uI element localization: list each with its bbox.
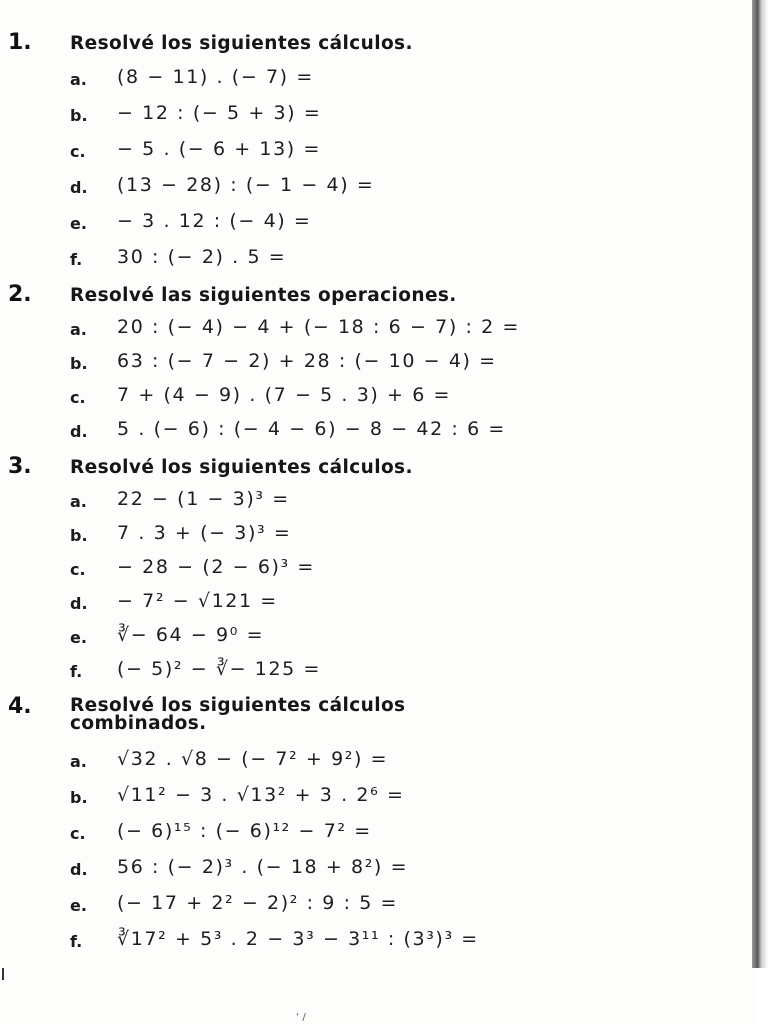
item-expression: (− 6)¹⁵ : (− 6)¹² − 7² =: [117, 820, 372, 842]
item-letter: c.: [70, 388, 86, 407]
item-expression: − 12 : (− 5 + 3) =: [117, 102, 322, 124]
item-letter: b.: [70, 788, 88, 807]
item-expression: 7 . 3 + (− 3)³ =: [117, 522, 292, 544]
item-expression: ∛17² + 5³ . 2 − 3³ − 3¹¹ : (3³)³ =: [117, 928, 479, 950]
item-letter: f.: [70, 250, 83, 269]
item-letter: d.: [70, 594, 88, 613]
item-expression: − 7² − √121 =: [117, 590, 278, 612]
item-expression: (− 17 + 2² − 2)² : 9 : 5 =: [117, 892, 399, 914]
section-number: 1.: [8, 30, 32, 55]
item-letter: e.: [70, 896, 87, 915]
item-letter: e.: [70, 214, 87, 233]
item-expression: ∛− 64 − 9⁰ =: [117, 624, 265, 646]
section-title: Resolvé los siguientes cálculos.: [70, 457, 413, 478]
item-expression: √11² − 3 . √13² + 3 . 2⁶ =: [117, 784, 405, 806]
item-expression: (8 − 11) . (− 7) =: [117, 66, 314, 88]
section-title-line: Resolvé los siguientes cálculos: [70, 695, 406, 716]
item-expression: √32 . √8 − (− 7² + 9²) =: [117, 748, 389, 770]
scan-artifact: ‘ /: [296, 1012, 306, 1023]
item-expression: 30 : (− 2) . 5 =: [117, 246, 287, 268]
item-expression: 7 + (4 − 9) . (7 − 5 . 3) + 6 =: [117, 384, 452, 406]
item-letter: a.: [70, 752, 87, 771]
item-letter: d.: [70, 422, 88, 441]
item-letter: a.: [70, 70, 87, 89]
item-letter: f.: [70, 662, 83, 681]
section-title: [70, 697, 405, 733]
item-expression: (13 − 28) : (− 1 − 4) =: [117, 174, 375, 196]
item-letter: a.: [70, 320, 87, 339]
item-letter: a.: [70, 492, 87, 511]
item-letter: f.: [70, 932, 83, 951]
item-expression: 5 . (− 6) : (− 4 − 6) − 8 − 42 : 6 =: [117, 418, 506, 440]
item-letter: e.: [70, 628, 87, 647]
section-title: Resolvé las siguientes operaciones.: [70, 285, 457, 306]
item-expression: 20 : (− 4) − 4 + (− 18 : 6 − 7) : 2 =: [117, 316, 520, 338]
section-number: 3.: [8, 454, 32, 479]
section-title: Resolvé los siguientes cálculos.: [70, 33, 413, 54]
item-letter: d.: [70, 860, 88, 879]
item-letter: b.: [70, 526, 88, 545]
item-expression: 63 : (− 7 − 2) + 28 : (− 10 − 4) =: [117, 350, 497, 372]
item-letter: c.: [70, 560, 86, 579]
item-letter: b.: [70, 354, 88, 373]
item-letter: c.: [70, 824, 86, 843]
item-expression: (− 5)² − ∛− 125 =: [117, 658, 321, 680]
section-title-line: combinados.: [70, 713, 207, 734]
scan-page-edge: [752, 0, 768, 968]
item-letter: c.: [70, 142, 86, 161]
item-letter: b.: [70, 106, 88, 125]
item-expression: − 28 − (2 − 6)³ =: [117, 556, 315, 578]
section-number: 2.: [8, 282, 32, 307]
item-expression: 22 − (1 − 3)³ =: [117, 488, 290, 510]
item-expression: 56 : (− 2)³ . (− 18 + 8²) =: [117, 856, 409, 878]
item-expression: − 3 . 12 : (− 4) =: [117, 210, 312, 232]
item-letter: d.: [70, 178, 88, 197]
item-expression: − 5 . (− 6 + 13) =: [117, 138, 321, 160]
section-number: 4.: [8, 694, 32, 719]
scan-artifact: [2, 968, 4, 980]
